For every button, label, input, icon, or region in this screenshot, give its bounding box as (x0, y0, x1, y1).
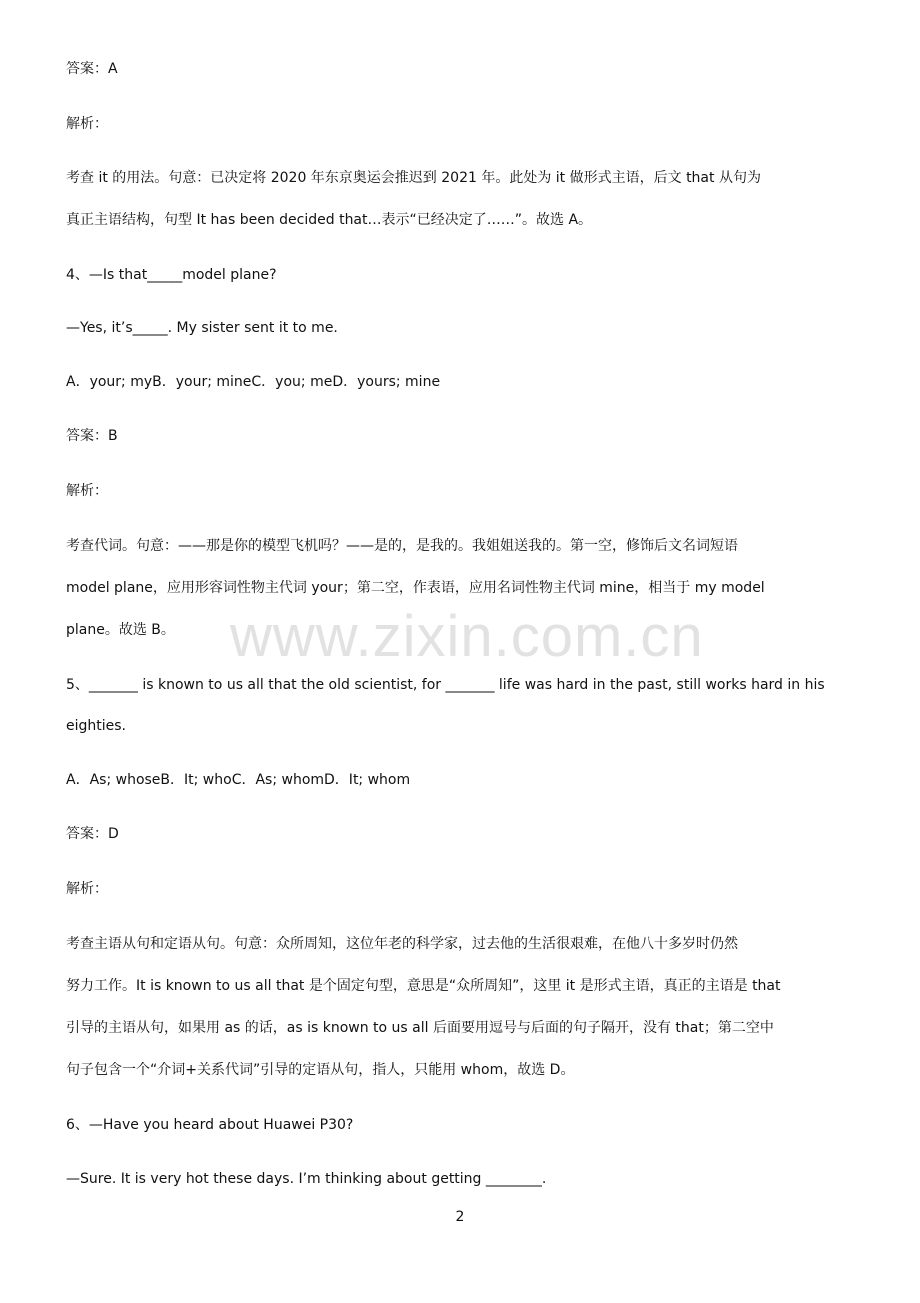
analysis-label-5: 解析： (66, 881, 108, 897)
analysis-text-5-2: 努力工作。It is known to us all that 是个固定句型，意思是“众所周知”，这里 it 是形式主语，真正的主语是 that (66, 978, 781, 994)
question-5-line-1: 5、_______ is known to us all that the old scientist, for _______ life was hard in the past, still works hard in his (66, 677, 825, 693)
analysis-text-5-3: 引导的主语从句，如果用 as 的话，as is known to us all 后面要用逗号与后面的句子隔开，没有 that；第二空中 (66, 1020, 774, 1036)
watermark: www.zixin.com.cn (230, 604, 704, 669)
question-5-line-2: eighties. (66, 718, 126, 734)
question-5-options: A．As; whoseB．It; whoC．As; whomD．It; whom (66, 772, 411, 788)
analysis-text-3-1: 考查 it 的用法。句意：已决定将 2020 年东京奥运会推迟到 2021 年。此处为 it 做形式主语，后文 that 从句为 (66, 170, 761, 186)
analysis-label-4: 解析： (66, 483, 108, 499)
question-4-line-2: —Yes, it’s_____. My sister sent it to me. (66, 320, 338, 336)
analysis-label-3: 解析： (66, 116, 108, 132)
analysis-text-5-1: 考查主语从句和定语从句。句意：众所周知，这位年老的科学家，过去他的生活很艰难，在他八十多岁时仍然 (66, 936, 738, 952)
question-4-line-1: 4、—Is that_____model plane? (66, 267, 277, 283)
analysis-text-4-2: model plane，应用形容词性物主代词 your；第二空，作表语，应用名词性物主代词 mine，相当于 my model (66, 580, 765, 596)
question-6-line-2: —Sure. It is very hot these days. I’m thinking about getting ________. (66, 1171, 547, 1187)
answer-line-5: 答案：D (66, 826, 119, 842)
analysis-text-4-3: plane。故选 B。 (66, 622, 175, 638)
analysis-text-3-2: 真正主语结构，句型 It has been decided that…表示“已经决定了……”。故选 A。 (66, 212, 593, 228)
answer-line-4: 答案：B (66, 428, 118, 444)
analysis-text-4-1: 考查代词。句意：——那是你的模型飞机吗？——是的，是我的。我姐姐送我的。第一空，修饰后文名词短语 (66, 538, 738, 554)
answer-line-3: 答案：A (66, 61, 118, 77)
analysis-text-5-4: 句子包含一个“介词+关系代词”引导的定语从句，指人，只能用 whom，故选 D。 (66, 1062, 575, 1078)
page-number: 2 (455, 1209, 465, 1225)
question-6-line-1: 6、—Have you heard about Huawei P30? (66, 1117, 354, 1133)
question-4-options: A．your; myB．your; mineC．you; meD．yours; mine (66, 374, 441, 390)
